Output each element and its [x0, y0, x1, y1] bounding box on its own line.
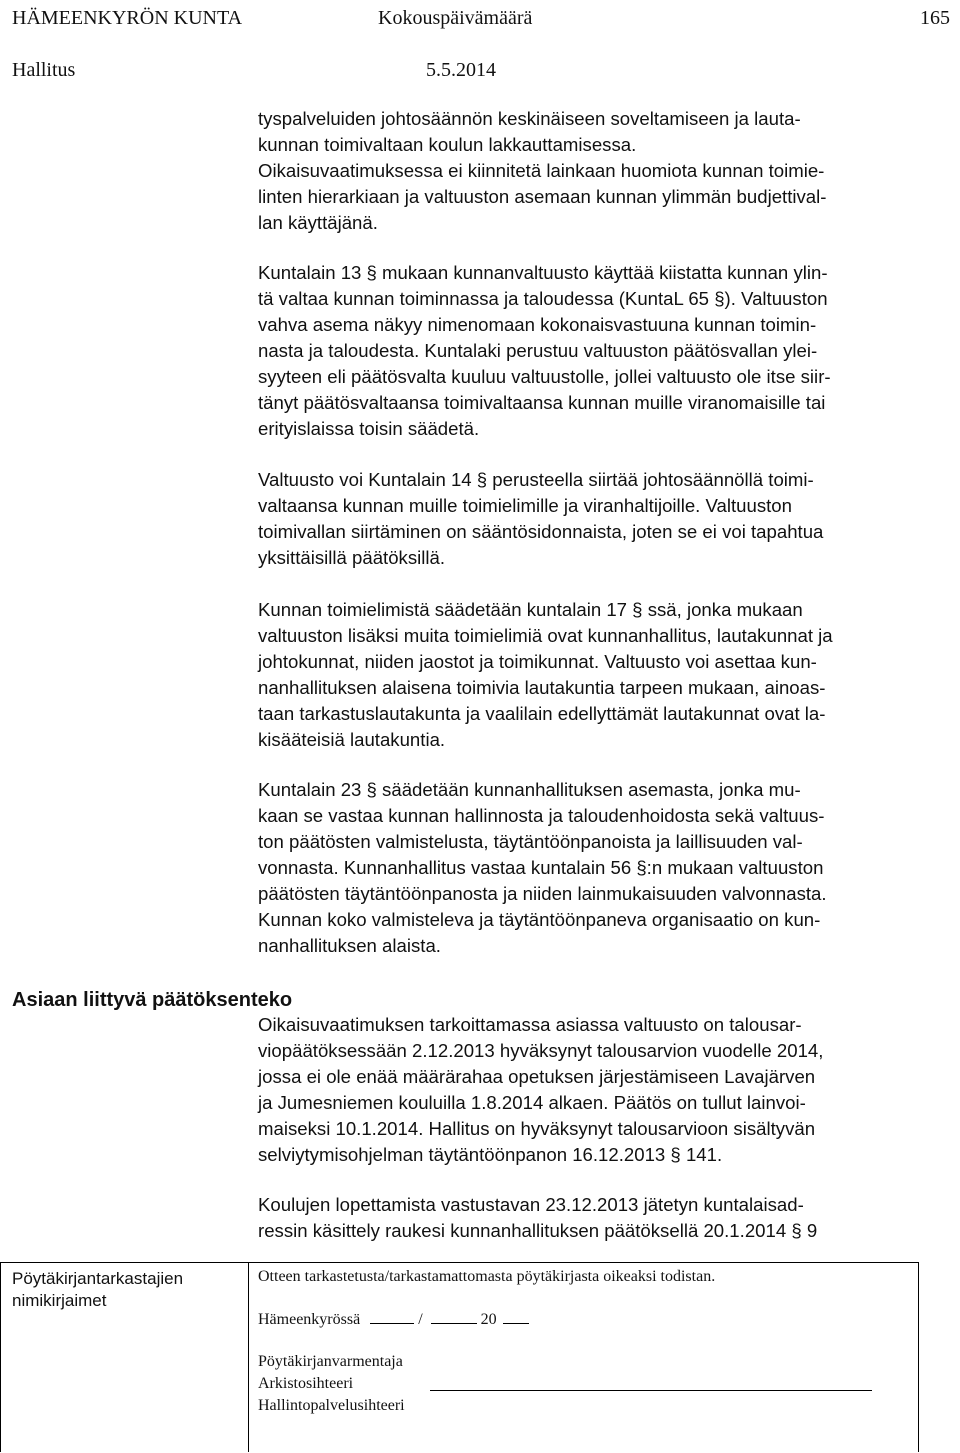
initials-label-line2: nimikirjaimet [12, 1291, 107, 1310]
paragraph-2 [258, 260, 953, 442]
certification-text: Otteen tarkastetusta/tarkastamattomasta pöytäkirjasta oikeaksi todistan. [258, 1268, 716, 1285]
signer-role-2: Hallintopalvelusihteeri [258, 1397, 405, 1414]
text-line: nasta ja taloudesta. Kuntalaki perustuu valtuuston päätösvallan ylei- [258, 340, 818, 361]
text-line: Oikaisuvaatimuksen tarkoittamassa asiassa valtuusto on talousar- [258, 1014, 802, 1035]
footer-right-border [918, 1262, 919, 1452]
text-line: ja Jumesniemen kouluilla 1.8.2014 alkaen. Päätös on tullut lainvoi- [258, 1092, 806, 1113]
footer-top-border [0, 1262, 919, 1263]
page-number: 165 [920, 7, 950, 29]
date-separator: / [418, 1311, 423, 1328]
text-line: johtokunnat, niiden jaostot ja toimikunnat. Valtuusto voi asettaa kun- [258, 651, 817, 672]
year-blank[interactable] [503, 1309, 529, 1324]
text-line: Kuntalain 13 § mukaan kunnanvaltuusto käyttää kiistatta kunnan ylin- [258, 262, 828, 283]
section-heading: Asiaan liittyvä päätöksenteko [12, 989, 293, 1011]
text-line: Kunnan toimielimistä säädetään kuntalain 17 § ssä, jonka mukaan [258, 599, 803, 620]
initials-label-line1: Pöytäkirjantarkastajien [12, 1269, 184, 1288]
text-line: nanhallituksen alaisena toimivia lautakuntia tarpeen mukaan, ainoas- [258, 677, 826, 698]
month-blank[interactable] [431, 1309, 477, 1324]
signer-role-1: Arkistosihteeri [258, 1375, 354, 1392]
paragraph-5 [258, 777, 953, 959]
text-line: nanhallituksen alaista. [258, 935, 441, 956]
meeting-date-label: Kokouspäivämäärä [378, 7, 533, 29]
body-name: Hallitus [12, 59, 76, 81]
text-line: tä valtaa kunnan toiminnassa ja taloudessa (KuntaL 65 §). Valtuuston [258, 288, 828, 309]
footer-box [0, 1262, 958, 1452]
text-line: Valtuusto voi Kuntalain 14 § perusteella siirtää johtosäännöllä toimi- [258, 469, 814, 490]
text-line: maiseksi 10.1.2014. Hallitus on hyväksynyt talousarvioon sisältyvän [258, 1118, 816, 1139]
text-line: linten hierarkiaan ja valtuuston asemaan kunnan ylimmän budjettival- [258, 186, 827, 207]
text-line: toimivallan siirtäminen on sääntösidonnaista, joten se ei voi tapahtua [258, 521, 824, 542]
text-line: päätösten täytäntöönpanosta ja niiden lainmukaisuuden valvonnasta. [258, 883, 827, 904]
meeting-date: 5.5.2014 [426, 59, 496, 81]
paragraph-1 [258, 106, 953, 236]
text-line: vonnasta. Kunnanhallitus vastaa kuntalain 56 §:n mukaan valtuuston [258, 857, 824, 878]
text-line: Oikaisuvaatimuksessa ei kiinnitetä lainkaan huomiota kunnan toimie- [258, 160, 825, 181]
footer-left-border [0, 1262, 1, 1452]
signature-line[interactable] [430, 1376, 872, 1391]
text-line: yksittäisillä päätöksillä. [258, 547, 446, 568]
text-line: valtaansa kunnan muille toimielimille ja viranhaltijoille. Valtuuston [258, 495, 792, 516]
footer-divider [248, 1262, 249, 1452]
text-line: tänyt päätösvaltaansa toimivaltaansa kunnan muille viranomaisille tai [258, 392, 826, 413]
text-line: lan käyttäjänä. [258, 212, 378, 233]
text-line: vahva asema näkyy nimenomaan kokonaisvastuuna kunnan toimin- [258, 314, 817, 335]
text-line: ressin käsittely raukesi kunnanhallituksen päätöksellä 20.1.2014 § 9 [258, 1220, 818, 1241]
text-line: kaan se vastaa kunnan hallinnosta ja taloudenhoidosta sekä valtuus- [258, 805, 825, 826]
text-line: tyspalveluiden johtosäännön keskinäiseen soveltamiseen ja lauta- [258, 108, 801, 129]
text-line: erityislaissa toisin säädetä. [258, 418, 480, 439]
text-line: Koulujen lopettamista vastustavan 23.12.2013 jätetyn kuntalaisad- [258, 1194, 804, 1215]
paragraph-6 [258, 1012, 953, 1168]
text-line: syyteen eli päätösvalta kuuluu valtuustolle, jollei valtuusto ole itse siir- [258, 366, 831, 387]
paragraph-3 [258, 467, 953, 571]
text-line: Kunnan koko valmisteleva ja täytäntöönpaneva organisaatio on kun- [258, 909, 821, 930]
text-line: kunnan toimivaltaan koulun lakkauttamisessa. [258, 134, 637, 155]
paragraph-4 [258, 597, 953, 753]
signer-title: Pöytäkirjanvarmentaja [258, 1353, 403, 1370]
day-blank[interactable] [370, 1309, 414, 1324]
place-name: Hämeenkyrössä [258, 1311, 361, 1328]
text-line: viopäätöksessään 2.12.2013 hyväksynyt talousarvion vuodelle 2014, [258, 1040, 824, 1061]
municipality-name: HÄMEENKYRÖN KUNTA [12, 7, 243, 29]
paragraph-7 [258, 1192, 953, 1244]
year-prefix: 20 [480, 1311, 497, 1328]
text-line: jossa ei ole enää määrärahaa opetuksen järjestämiseen Lavajärven [258, 1066, 816, 1087]
text-line: valtuuston lisäksi muita toimielimiä ovat kunnanhallitus, lautakunnat ja [258, 625, 833, 646]
text-line: taan tarkastuslautakunta ja vaalilain edellyttämät lautakunnat ovat la- [258, 703, 826, 724]
text-line: ton päätösten valmistelusta, täytäntöönpanoista ja laillisuuden val- [258, 831, 803, 852]
signature-place-line [258, 1309, 529, 1330]
text-line: selviytymisohjelman täytäntöönpanon 16.12.2013 § 141. [258, 1144, 723, 1165]
text-line: Kuntalain 23 § säädetään kunnanhallituksen asemasta, jonka mu- [258, 779, 801, 800]
text-line: kisääteisiä lautakuntia. [258, 729, 446, 750]
